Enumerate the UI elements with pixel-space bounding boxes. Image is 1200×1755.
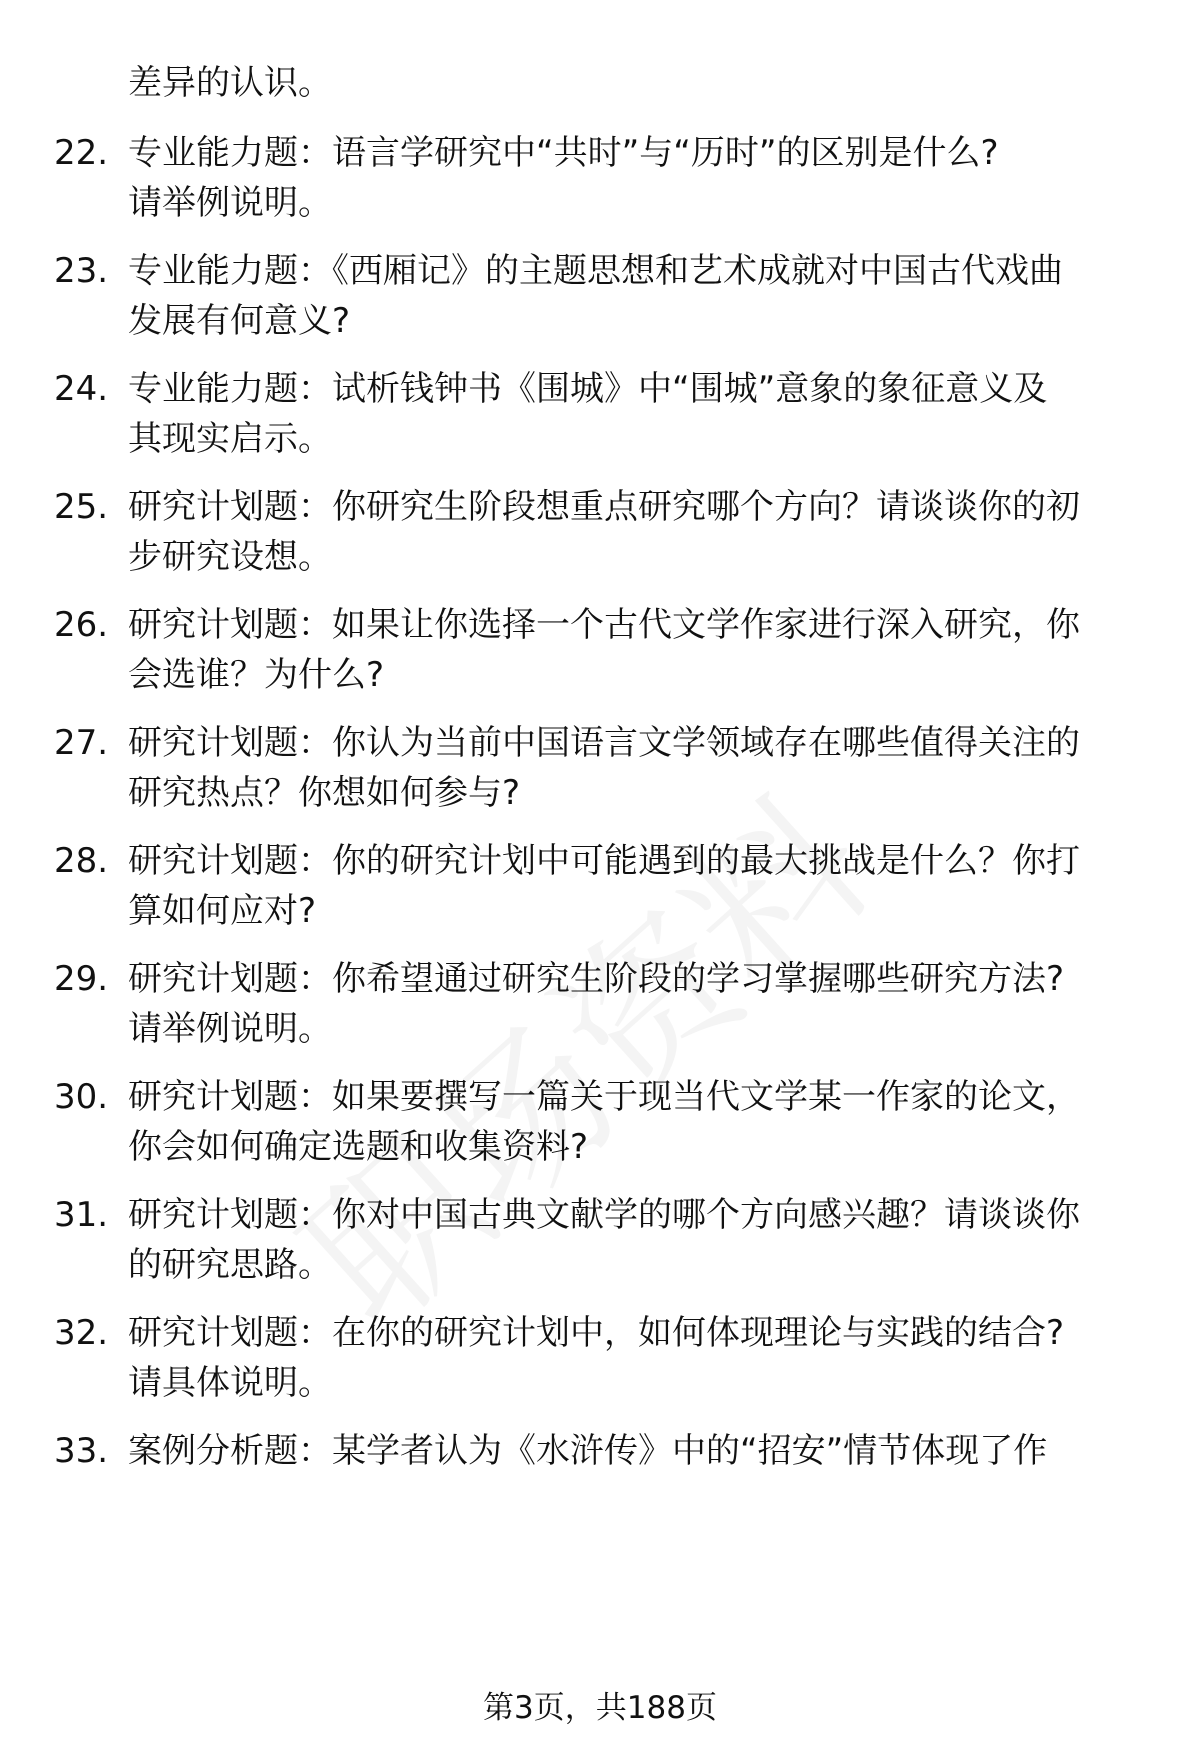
question-number: 30. [54, 1077, 109, 1117]
question-number: 27. [54, 723, 109, 763]
question-text-line-2: 其现实启示。 [128, 419, 332, 459]
question-item-30 [0, 1072, 1200, 1182]
question-text-line-2: 研究热点？你想如何参与? [128, 773, 521, 813]
question-text-line-1: 研究计划题：在你的研究计划中，如何体现理论与实践的结合? [128, 1313, 1065, 1353]
question-text-line-1: 研究计划题：如果让你选择一个古代文学作家进行深入研究，你 [128, 605, 1080, 645]
question-item-22 [0, 128, 1200, 238]
question-text-line-1: 专业能力题：《西厢记》的主题思想和艺术成就对中国古代戏曲 [128, 251, 1063, 291]
question-text-line-1: 研究计划题：如果要撰写一篇关于现当代文学某一作家的论文， [128, 1077, 1080, 1117]
question-text-line-2: 请举例说明。 [128, 183, 332, 223]
question-text-line-2: 请举例说明。 [128, 1009, 332, 1049]
question-text-line-2: 你会如何确定选题和收集资料? [128, 1127, 589, 1167]
question-text-line-1: 案例分析题：某学者认为《水浒传》中的“招安”情节体现了作 [128, 1431, 1048, 1471]
question-text-line-2: 步研究设想。 [128, 537, 332, 577]
question-item-28 [0, 836, 1200, 946]
question-text-line-1: 专业能力题：语言学研究中“共时”与“历时”的区别是什么? [128, 133, 999, 173]
question-text-line-1: 研究计划题：你研究生阶段想重点研究哪个方向？请谈谈你的初 [128, 487, 1080, 527]
question-item-25 [0, 482, 1200, 592]
question-text-line-1: 研究计划题：你认为当前中国语言文学领域存在哪些值得关注的 [128, 723, 1080, 763]
question-number: 24. [54, 369, 109, 409]
question-number: 32. [54, 1313, 109, 1353]
question-text-line-1: 研究计划题：你的研究计划中可能遇到的最大挑战是什么？你打 [128, 841, 1080, 881]
question-text-line-1: 研究计划题：你对中国古典文献学的哪个方向感兴趣？请谈谈你 [128, 1195, 1080, 1235]
question-number: 23. [54, 251, 109, 291]
question-number: 29. [54, 959, 109, 999]
question-text-line-2: 请具体说明。 [128, 1363, 332, 1403]
question-item-33 [0, 1426, 1200, 1536]
question-text-line-2: 发展有何意义? [128, 301, 351, 341]
question-item-24 [0, 364, 1200, 474]
question-number: 33. [54, 1431, 109, 1471]
question-item-29 [0, 954, 1200, 1064]
question-text-line-1: 专业能力题：试析钱钟书《围城》中“围城”意象的象征意义及 [128, 369, 1048, 409]
question-item-27 [0, 718, 1200, 828]
question-text-line-2: 的研究思路。 [128, 1245, 332, 1285]
question-text-line-2: 算如何应对? [128, 891, 317, 931]
question-item-23 [0, 246, 1200, 356]
continuation-text: 差异的认识。 [128, 63, 332, 103]
question-item-32 [0, 1308, 1200, 1418]
question-text-line-1: 研究计划题：你希望通过研究生阶段的学习掌握哪些研究方法? [128, 959, 1065, 999]
question-item-31 [0, 1190, 1200, 1300]
page-footer: 第3页，共188页 [483, 1690, 717, 1726]
question-number: 31. [54, 1195, 109, 1235]
question-number: 28. [54, 841, 109, 881]
question-number: 26. [54, 605, 109, 645]
question-number: 25. [54, 487, 109, 527]
question-number: 22. [54, 133, 109, 173]
question-item-26 [0, 600, 1200, 710]
question-text-line-2: 会选谁？为什么? [128, 655, 385, 695]
